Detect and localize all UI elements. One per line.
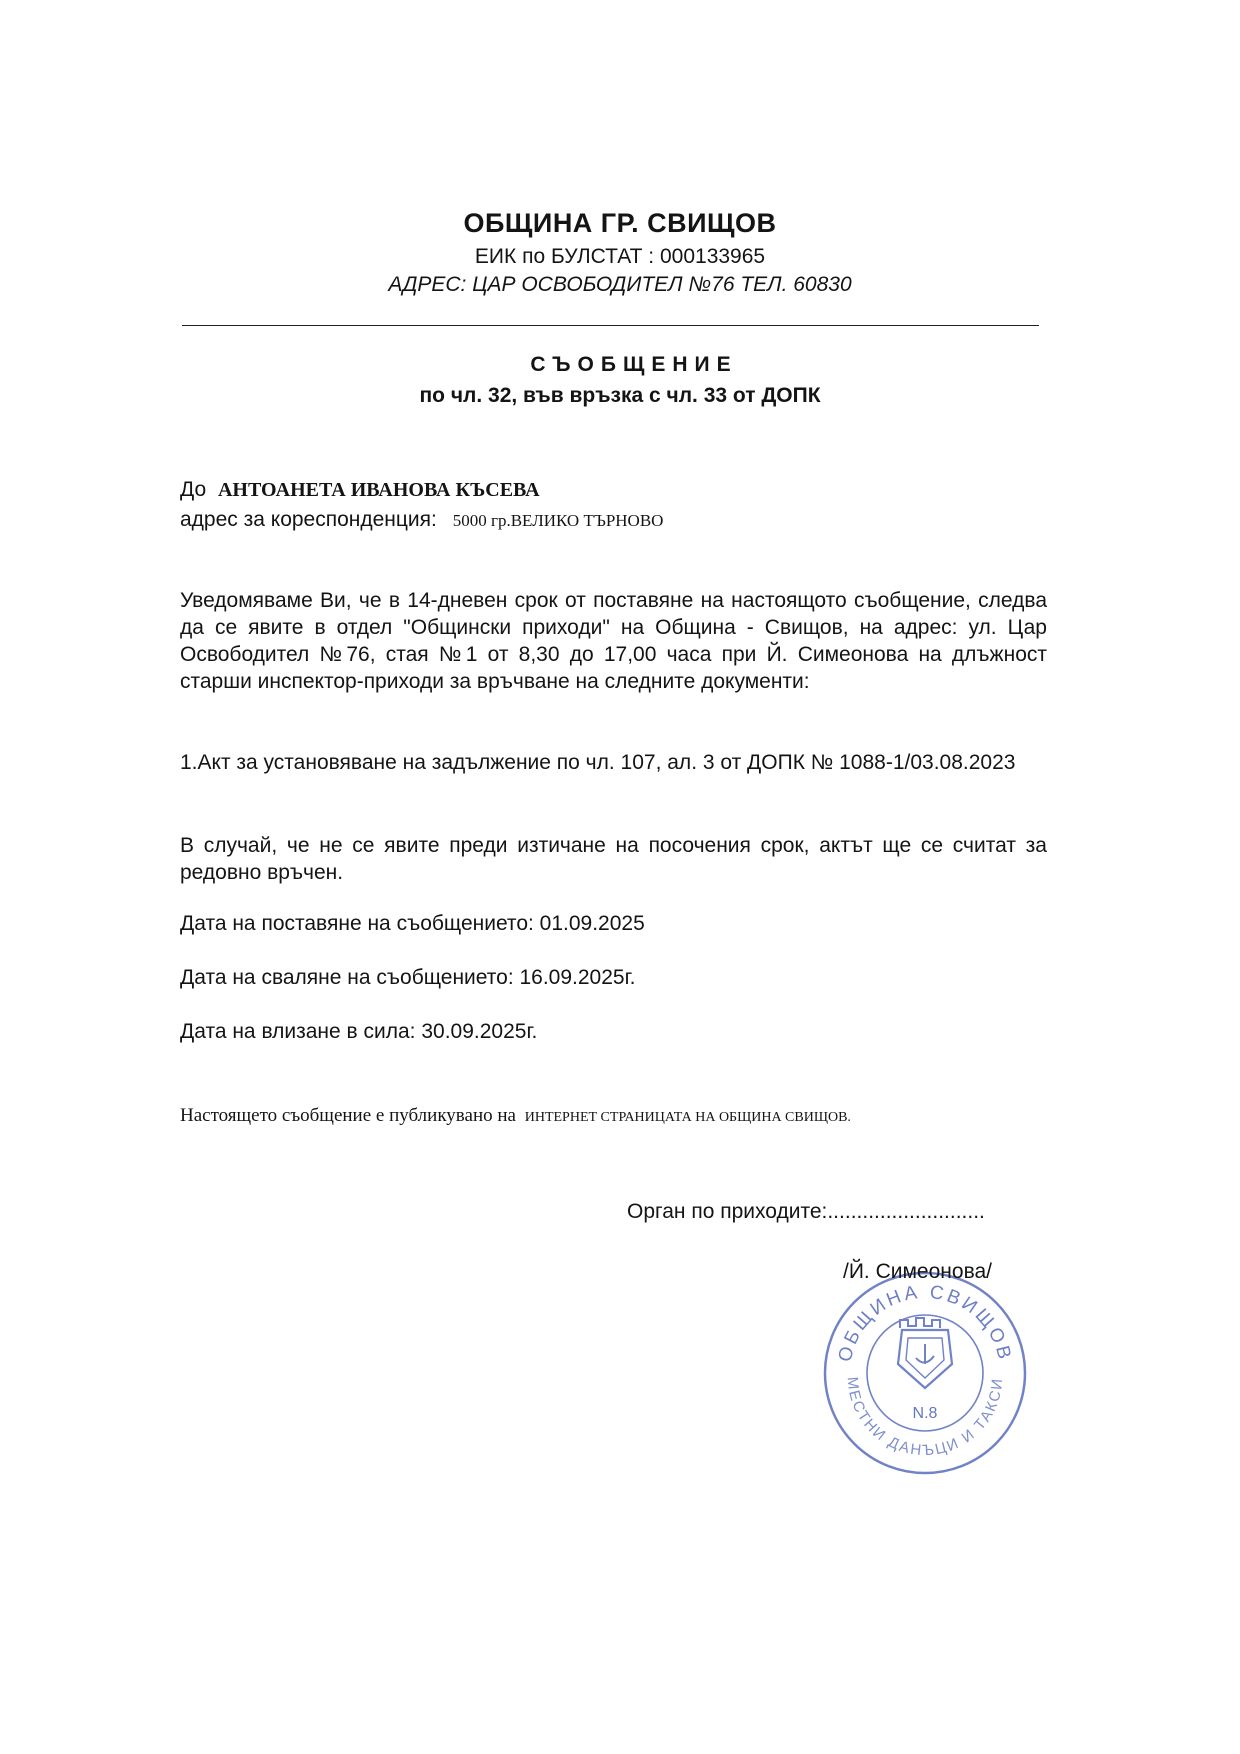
document-subtitle: по чл. 32, във връзка с чл. 33 от ДОПК <box>419 384 821 407</box>
header-divider <box>182 325 1039 326</box>
organization-eik: ЕИК по БУЛСТАТ : 000133965 <box>474 245 766 268</box>
publication-text: Настоящето съобщение е публикувано на <box>180 1105 516 1126</box>
warning-paragraph: В случай, че не се явите преди изтичане на посочения срок, актът ще се считат за редовно връчен. <box>180 834 1047 884</box>
organization-address: АДРЕС: ЦАР ОСВОБОДИТЕЛ №76 ТЕЛ. 60830 <box>388 273 852 296</box>
date-removed: Дата на сваляне на съобщението: 16.09.2025г. <box>180 966 636 989</box>
document-title: СЪОБЩЕНИЕ <box>530 353 738 376</box>
recipient-line <box>180 478 540 502</box>
organization-name: ОБЩИНА ГР. СВИЩОВ <box>463 208 777 238</box>
stamp-top-text: ОБЩИНА СВИЩОВ <box>834 1281 1016 1365</box>
date-effective: Дата на влизане в сила: 30.09.2025г. <box>180 1020 538 1043</box>
signer-name: /Й. Симеонова/ <box>843 1260 992 1283</box>
notice-paragraph: Уведомяваме Ви, че в 14-дневен срок от поставяне на настоящото съобщение, следва да се явите в отдел "Общински приходи" на Община - Свищов, на адрес: ул. Цар Освободител №76, стая №1 от 8,30 до 17,00 часа при Й. Симеонова на длъжност старши инспектор-приходи за връчване на следните документи: <box>180 589 1047 693</box>
recipient-prefix: До <box>180 478 207 501</box>
recipient-address-line <box>180 508 663 532</box>
publication-location: ИНТЕРНЕТ СТРАНИЦАТА НА ОБЩИНА СВИЩОВ. <box>524 1110 851 1125</box>
publication-note <box>180 1105 851 1127</box>
stamp-number: N.8 <box>912 1405 938 1422</box>
stamp-bottom-text: МЕСТНИ ДАНЪЦИ И ТАКСИ <box>843 1376 1007 1460</box>
municipal-stamp-icon <box>820 1268 1030 1478</box>
recipient-address-value: 5000 гр.ВЕЛИКО ТЪРНОВО <box>452 511 664 530</box>
revenue-organ-line: Орган по приходите:........................... <box>627 1200 985 1223</box>
recipient-name: АНТОАНЕТА ИВАНОВА КЪСЕВА <box>217 479 540 501</box>
document-item: 1.Акт за установяване на задължение по чл. 107, ал. 3 от ДОПК № 1088-1/03.08.2023 <box>180 751 1016 774</box>
recipient-address-label: адрес за кореспонденция: <box>180 508 437 531</box>
date-posted: Дата на поставяне на съобщението: 01.09.2025 <box>180 912 645 935</box>
